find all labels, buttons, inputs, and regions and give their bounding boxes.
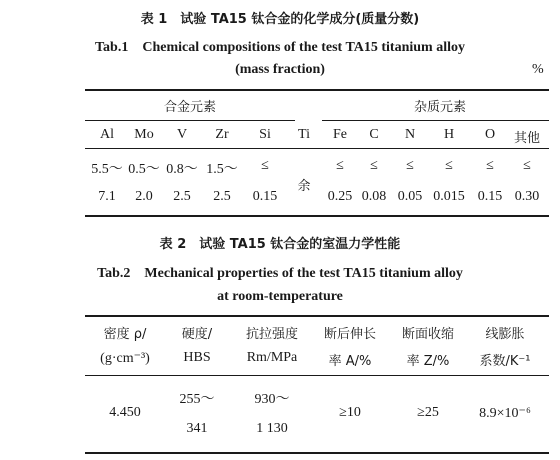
table1-title-en-2: (mass fraction) bbox=[235, 62, 325, 77]
table1-bottom-rule bbox=[85, 215, 549, 217]
table2-col-header: 硬度/ bbox=[181, 327, 213, 342]
table1-header-rule bbox=[85, 148, 549, 149]
table1-col-header: N bbox=[404, 127, 416, 142]
table1-col-header: H bbox=[443, 127, 455, 142]
table2-title-cn: 表 2 试验 TA15 钛合金的室温力学性能 bbox=[159, 237, 401, 252]
table2-cell: ≥25 bbox=[417, 405, 439, 420]
table2-cell: 1 130 bbox=[256, 421, 288, 436]
table2-cell: 4.450 bbox=[109, 405, 141, 420]
table1-col-header: Al bbox=[100, 127, 114, 142]
table1-alloy-rule bbox=[85, 120, 295, 121]
table1-cell: 0.8～ bbox=[166, 162, 198, 177]
table2-cell: 930～ bbox=[254, 392, 290, 407]
table2-col-header: 系数/K⁻¹ bbox=[479, 354, 531, 369]
table2-col-header: HBS bbox=[183, 350, 211, 365]
table1-cell: 0.05 bbox=[397, 189, 423, 204]
table2-top-rule bbox=[85, 315, 549, 317]
table1-cell: 5.5～ bbox=[91, 162, 123, 177]
table2-col-header: 线膨胀 bbox=[485, 327, 525, 342]
table1-cell: 余 bbox=[297, 179, 311, 194]
table2-cell: 341 bbox=[186, 421, 208, 436]
table2-title-en: Tab.2 Mechanical properties of the test TA15 titanium alloy bbox=[97, 266, 463, 281]
table1-col-header: C bbox=[369, 127, 379, 142]
table1-cell: 7.1 bbox=[98, 189, 116, 204]
table1-cell: ≤ bbox=[486, 158, 494, 173]
table1-cell: 0.5～ bbox=[128, 162, 160, 177]
table2-col-header: 断面收缩 bbox=[401, 327, 454, 342]
table1-cell: 0.15 bbox=[477, 189, 503, 204]
table1-unit: % bbox=[532, 62, 544, 77]
table1-cell: ≤ bbox=[261, 158, 269, 173]
table2-col-header: 密度 ρ/ bbox=[103, 327, 147, 342]
table1-col-header: Si bbox=[259, 127, 271, 142]
table1-cell: ≤ bbox=[336, 158, 344, 173]
table2-cell: 255～ bbox=[179, 392, 215, 407]
table2-cell: ≥10 bbox=[339, 405, 361, 420]
table1-impurity-rule bbox=[322, 120, 549, 121]
table1-cell: 0.15 bbox=[252, 189, 278, 204]
table1-cell: 2.5 bbox=[213, 189, 231, 204]
table1-title-cn: 表 1 试验 TA15 钛合金的化学成分(质量分数) bbox=[140, 12, 420, 27]
table1-cell: 0.015 bbox=[433, 189, 465, 204]
table2-cell: 8.9×10⁻⁶ bbox=[479, 406, 531, 421]
table1-cell: 2.0 bbox=[135, 189, 153, 204]
table1-col-header: Mo bbox=[134, 127, 154, 142]
table1-col-header: O bbox=[484, 127, 496, 142]
table1-col-header: Ti bbox=[298, 127, 310, 142]
table1-cell: 1.5～ bbox=[206, 162, 238, 177]
table1-cell: ≤ bbox=[445, 158, 453, 173]
table1-cell: 0.30 bbox=[514, 189, 540, 204]
table1-top-rule bbox=[85, 89, 549, 91]
table1-col-header: V bbox=[176, 127, 188, 142]
table2-title-en-2: at room-temperature bbox=[217, 289, 343, 304]
table1-cell: ≤ bbox=[406, 158, 414, 173]
table1-col-header: Zr bbox=[215, 127, 229, 142]
table2-col-header: 断后伸长 bbox=[323, 327, 376, 342]
table1-cell: 0.08 bbox=[361, 189, 387, 204]
table2-bottom-rule bbox=[85, 452, 549, 454]
table2-col-header: Rm/MPa bbox=[246, 350, 298, 365]
table1-group-impurity: 杂质元素 bbox=[413, 100, 466, 115]
table2-col-header: 率 A/% bbox=[328, 354, 372, 369]
table1-cell: ≤ bbox=[370, 158, 378, 173]
table2-header-rule bbox=[85, 375, 549, 376]
table1-col-header: 其他 bbox=[513, 131, 540, 146]
table1-col-header: Fe bbox=[333, 127, 347, 142]
table2-col-header: (g·cm⁻³) bbox=[100, 351, 150, 366]
table2-col-header: 率 Z/% bbox=[406, 354, 450, 369]
table1-cell: ≤ bbox=[523, 158, 531, 173]
table2-col-header: 抗拉强度 bbox=[245, 327, 298, 342]
table1-group-alloy: 合金元素 bbox=[163, 100, 216, 115]
table1-title-en: Tab.1 Chemical compositions of the test TA15 titanium alloy bbox=[95, 40, 465, 55]
table1-cell: 0.25 bbox=[327, 189, 353, 204]
table1-cell: 2.5 bbox=[173, 189, 191, 204]
